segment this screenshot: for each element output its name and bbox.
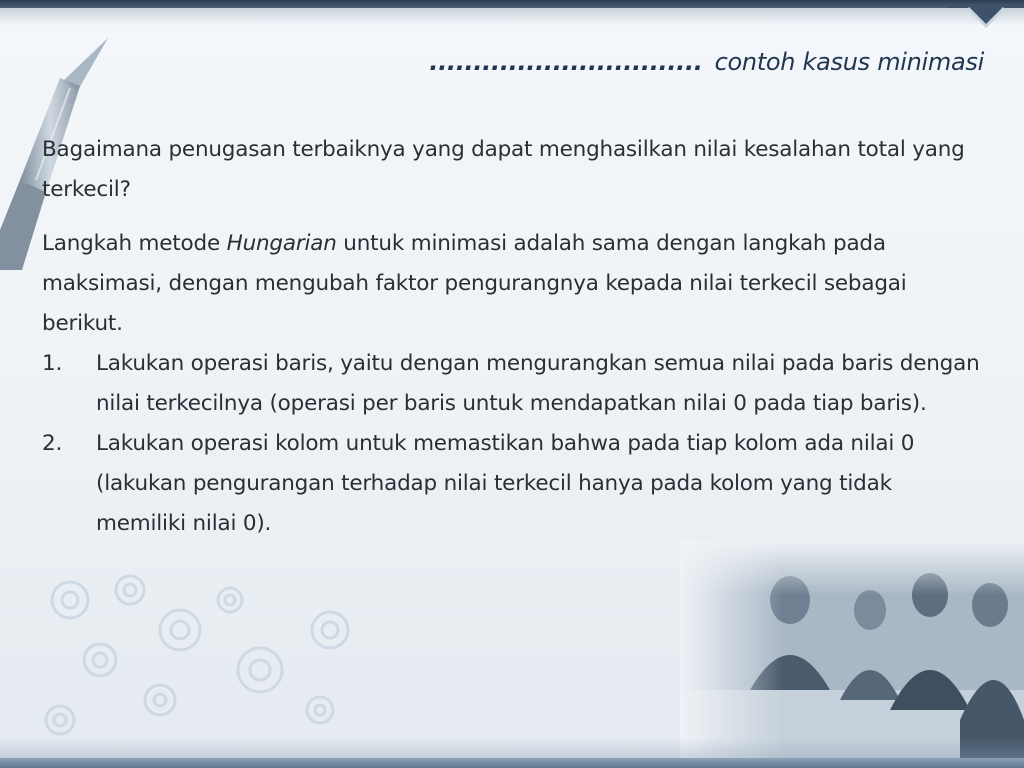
step-number: 2. — [42, 431, 63, 456]
title-dots: ............................... — [429, 48, 703, 76]
question-paragraph: Bagaimana penugasan terbaiknya yang dapat menghasilkan nilai kesalahan total yang terkecil? — [42, 137, 965, 202]
top-notch-decoration — [948, 6, 1024, 32]
business-meeting-photo — [680, 540, 1024, 760]
top-border-bar — [0, 0, 1024, 8]
list-item — [42, 344, 982, 424]
method-paragraph — [42, 224, 982, 344]
list-item — [42, 424, 982, 544]
step-number: 1. — [42, 351, 63, 376]
steps-list — [42, 344, 982, 544]
method-name-italic: Hungarian — [226, 231, 337, 256]
slide-content — [42, 130, 982, 544]
method-intro-after: untuk minimasi adalah sama dengan langkah pada maksimasi, dengan mengubah faktor pengurangnya kepada nilai terkecil sebagai berikut. — [42, 231, 907, 336]
top-border-shadow — [0, 8, 1024, 26]
bottom-border-shadow — [0, 738, 1024, 758]
slide-title — [429, 48, 984, 76]
step-text: Lakukan operasi baris, yaitu dengan mengurangkan semua nilai pada baris dengan nilai terkecilnya (operasi per baris untuk mendapatkan nilai 0 pada tiap baris). — [96, 351, 980, 416]
method-intro-before: Langkah metode — [42, 231, 227, 256]
step-text: Lakukan operasi kolom untuk memastikan bahwa pada tiap kolom ada nilai 0 (lakukan pengurangan terhadap nilai terkecil hanya pada kolom yang tidak memiliki nilai 0). — [96, 431, 915, 536]
bottom-border-bar — [0, 758, 1024, 768]
decorative-circles — [30, 560, 390, 760]
title-text: contoh kasus minimasi — [714, 48, 984, 76]
